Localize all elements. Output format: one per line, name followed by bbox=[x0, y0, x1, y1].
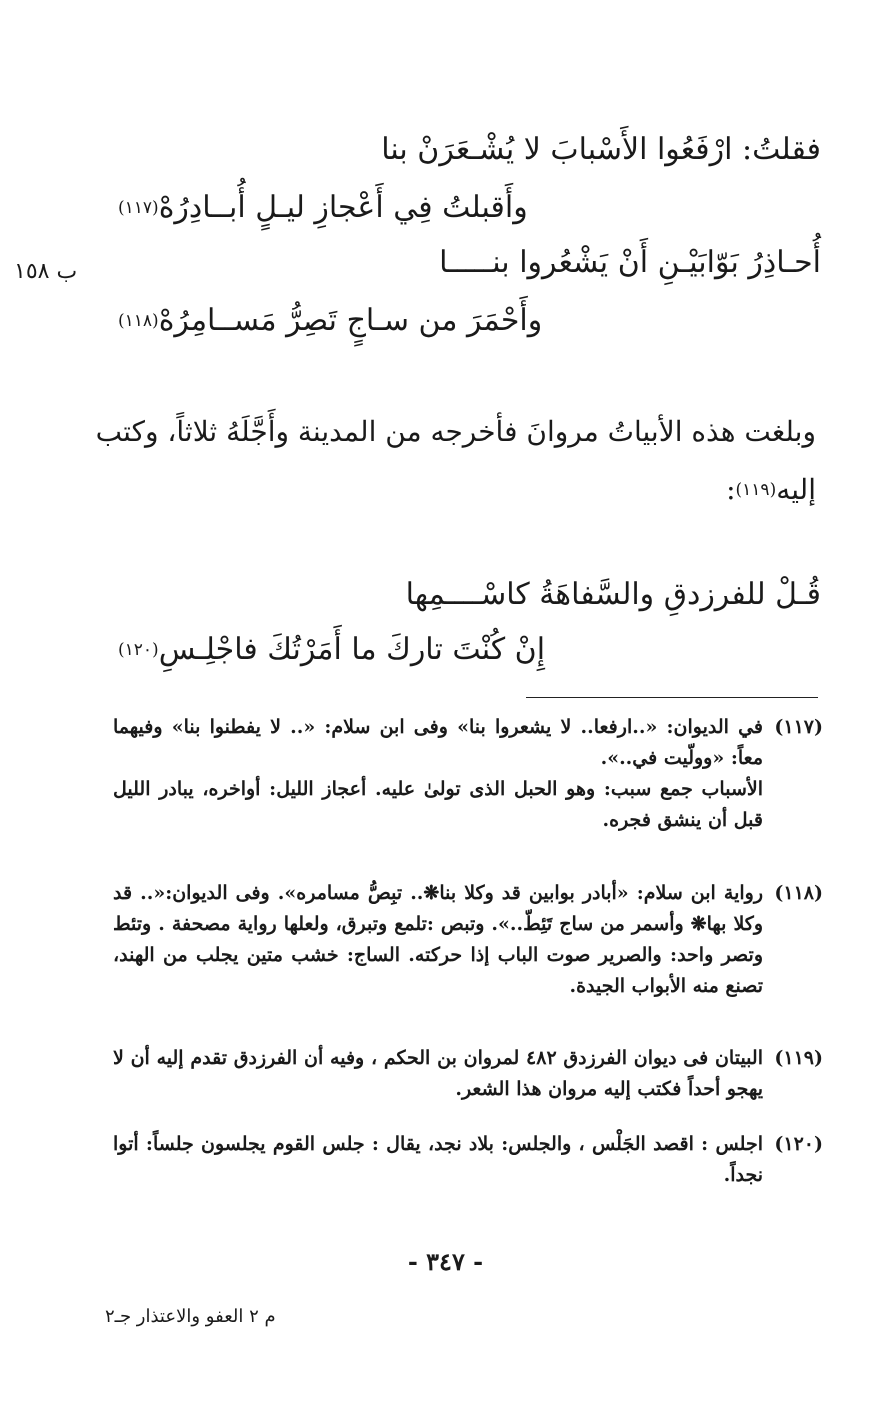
prose-line-2 bbox=[726, 470, 816, 510]
footnote-120 bbox=[113, 1129, 823, 1191]
footnote-ref-118[interactable]: (١١٨) bbox=[118, 311, 159, 331]
poem1-line-1 bbox=[381, 130, 821, 170]
poem1-line-4-text: وأَحْمَرَ من سـاجٍ تَصِرُّ مَســامِرُهْ bbox=[158, 303, 543, 338]
poem2-line-2-text: إِنْ كُنْتَ تاركَ ما أَمَرْتُكَ فاجْلِـسِ bbox=[158, 632, 546, 667]
page-number: - ٣٤٧ - bbox=[407, 1247, 484, 1276]
poem1-line-3-text: أُحـاذِرُ بَوّابَيْـنِ أَنْ يَشْعُروا بنـــــا bbox=[439, 245, 821, 280]
footnote-118 bbox=[113, 878, 823, 1002]
footnote-number: (١١٧) bbox=[774, 716, 823, 738]
footnote-117 bbox=[113, 712, 823, 836]
footnote-body bbox=[113, 712, 763, 836]
prose-line-1: وبلغت هذه الأبياتُ مروانَ فأخرجه من المدينة وأَجَّلَهُ ثلاثاً، وكتب bbox=[95, 415, 816, 448]
poem1-line-4 bbox=[118, 301, 542, 341]
poem1-line-3 bbox=[439, 243, 821, 283]
footnote-separator bbox=[526, 697, 818, 698]
poem2-line-1 bbox=[406, 575, 821, 615]
footnote-ref-119[interactable]: (١١٩) bbox=[735, 480, 777, 500]
footnote-paragraph: البيتان فى ديوان الفرزدق ٤٨٢ لمروان بن الحكم ، وفيه أن الفرزدق تقدم إليه أن لا يهجو أحداً فكتب إليه مروان هذا الشعر. bbox=[113, 1047, 763, 1100]
poem1-line-2-text: وأَقبلتُ فِي أَعْجازِ ليـلٍ أُبــادِرُهْ bbox=[158, 190, 528, 225]
footnote-body bbox=[113, 1043, 763, 1105]
footnote-paragraph: اجلس : اقصد الجَلْس ، والجلس: بلاد نجد، يقال : جلس القوم يجلسون جلساً: أتوا نجداً. bbox=[113, 1133, 763, 1186]
poem1-line-2 bbox=[118, 188, 528, 228]
poem1-line-1-text: فقلتُ: ارْفَعُوا الأَسْبابَ لا يُشْـعَرَنْ بنا bbox=[381, 132, 821, 167]
footnote-number: (١١٩) bbox=[774, 1047, 823, 1069]
poem2-line-2 bbox=[118, 630, 545, 670]
footnote-body bbox=[113, 1129, 763, 1191]
prose-line-2-colon: : bbox=[726, 473, 736, 506]
footnote-paragraph: في الديوان: «..ارفعا.. لا يشعروا بنا» وفى ابن سلام: «.. لا يفطنوا بنا» وفيهما معاً: «وولّيت في..». bbox=[113, 716, 763, 769]
footnote-body bbox=[113, 878, 763, 1002]
footnote-number: (١٢٠) bbox=[774, 1133, 823, 1155]
poem2-line-1-text: قُـلْ للفرزدقِ والسَّفاهَةُ كاسْــــمِها bbox=[405, 577, 821, 612]
footnote-ref-120[interactable]: (١٢٠) bbox=[118, 640, 159, 660]
footnote-paragraph: الأسباب جمع سبب: وهو الحبل الذى تولىٰ عليه. أعجاز الليل: أواخره، يبادر الليل قبل أن ينشق فجره. bbox=[113, 778, 763, 831]
signature-line: م ٢ العفو والاعتذار جـ٢ bbox=[105, 1306, 276, 1327]
footnote-number: (١١٨) bbox=[774, 882, 823, 904]
margin-folio-note: ب ١٥٨ bbox=[14, 259, 78, 284]
footnote-119 bbox=[113, 1043, 823, 1105]
prose-line-2-text: إليه bbox=[776, 473, 816, 506]
footnote-paragraph: رواية ابن سلام: «أبادر بوابين قد وكلا بنا❋.. تبِصُّ مسامره». وفى الديوان:«.. قد وكلا بها❋ وأسمر من ساج تَئِطّ..». وتبص :تلمع وتبرق، ولعلها رواية مصحفة . وتئط وتصر واحد: والصرير صوت الباب إذا حركته. الساج: خشب متين يجلب من الهند، تصنع منه الأبواب الجيدة. bbox=[113, 882, 763, 997]
footnote-ref-117[interactable]: (١١٧) bbox=[118, 198, 159, 218]
